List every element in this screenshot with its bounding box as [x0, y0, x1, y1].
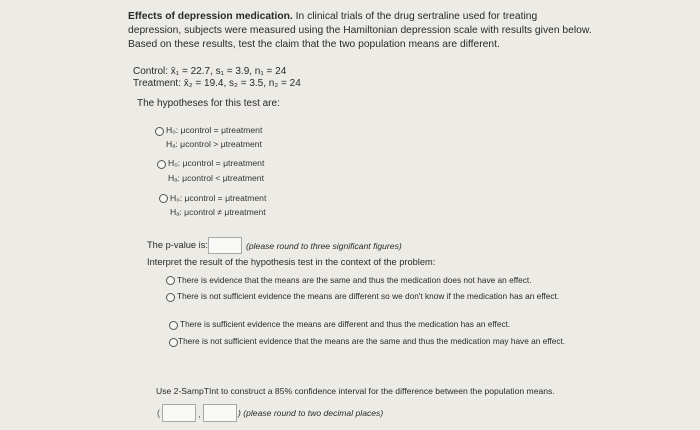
- interpret-option-4-text: There is not sufficient evidence that the means are the same and thus the medication may have an effect.: [178, 336, 566, 346]
- ci-open-paren: (: [157, 408, 160, 418]
- problem-title: Effects of depression medication.: [128, 11, 293, 22]
- ci-upper-input[interactable]: [203, 404, 237, 422]
- interpret-heading: Interpret the result of the hypothesis test in the context of the problem:: [147, 257, 436, 267]
- ci-note: ) (please round to two decimal places): [238, 408, 384, 418]
- hypothesis-option-1-ha: Hₐ: μcontrol > μtreatment: [166, 139, 262, 149]
- hypothesis-option-2-h0: H₀: μcontrol = μtreatment: [168, 158, 265, 168]
- ci-label: Use 2-SampTInt to construct a 85% confidence interval for the difference between the population means.: [156, 386, 555, 396]
- interpret-option-4-radio[interactable]: [169, 338, 178, 347]
- hypothesis-option-3-radio[interactable]: [159, 194, 168, 203]
- treatment-data: Treatment: x̄₂ = 19.4, s₂ = 3.5, n₂ = 24: [133, 78, 301, 89]
- problem-intro: [128, 10, 593, 52]
- pvalue-input[interactable]: [208, 237, 242, 254]
- ci-lower-input[interactable]: [162, 404, 196, 422]
- interpret-option-3-radio[interactable]: [169, 321, 178, 330]
- ci-comma: ,: [198, 409, 201, 419]
- pvalue-note: (please round to three significant figures): [246, 241, 402, 251]
- hypothesis-option-3-h0: H₀: μcontrol = μtreatment: [170, 193, 267, 203]
- interpret-option-1-text: There is evidence that the means are the same and thus the medication does not have an effect.: [177, 275, 532, 285]
- problem-text: In clinical trials of the drug sertraline used for treating depression, subjects were measured using the Hamiltonian depression scale with results given below. Based on these results, test the claim that the two population means are different.: [128, 11, 592, 50]
- hypotheses-heading: The hypotheses for this test are:: [137, 98, 280, 109]
- hypothesis-option-2-radio[interactable]: [157, 160, 166, 169]
- interpret-option-3-text: There is sufficient evidence the means are different and thus the medication has an effect.: [180, 319, 511, 329]
- hypothesis-option-2-ha: Hₐ: μcontrol < μtreatment: [168, 173, 264, 183]
- hypothesis-option-1-radio[interactable]: [155, 127, 164, 136]
- control-data: Control: x̄₁ = 22.7, s₁ = 3.9, n₁ = 24: [133, 66, 287, 77]
- hypothesis-option-1-h0: H₀: μcontrol = μtreatment: [166, 125, 263, 135]
- hypothesis-option-3-ha: Hₐ: μcontrol ≠ μtreatment: [170, 207, 266, 217]
- interpret-option-2-text: There is not sufficient evidence the means are different so we don't know if the medication has an effect.: [177, 291, 560, 301]
- interpret-option-2-radio[interactable]: [166, 293, 175, 302]
- pvalue-label: The p-value is:: [147, 240, 208, 250]
- interpret-option-1-radio[interactable]: [166, 276, 175, 285]
